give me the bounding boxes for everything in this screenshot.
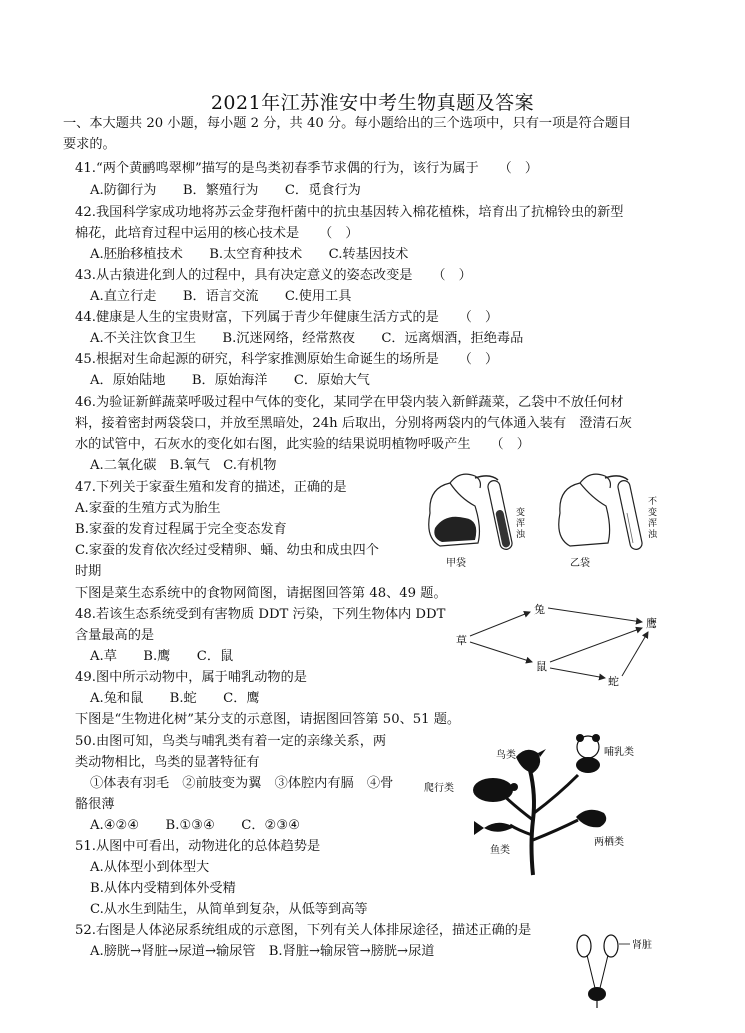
evolution-tree-figure xyxy=(418,725,648,880)
q46-stem-line3: 水的试管中，石灰水的变化如右图，此实验的结果说明植物呼吸产生 （ ） xyxy=(75,437,530,452)
label-mammals: 哺乳类 xyxy=(604,747,634,758)
arrow-rabbit-eagle xyxy=(548,608,642,622)
label-bag-yi: 乙袋 xyxy=(570,558,590,569)
q48-options: A.草 B.鹰 C．鼠 xyxy=(90,649,234,664)
q46-stem-line1: 46.为验证新鲜蔬菜呼吸过程中气体的变化，某同学在甲袋内装入新鲜蔬菜，乙袋中不放任何材 xyxy=(75,395,624,410)
q44-options: A.不关注饮食卫生 B.沉迷网络，经常熬夜 C．远离烟酒，拒绝毒品 xyxy=(90,331,524,346)
label-not-turbid-2: 变 xyxy=(648,508,658,518)
arrow-mouse-snake xyxy=(550,668,605,678)
section-instruction-line2: 要求的。 xyxy=(63,137,116,152)
label-kidney: 肾脏 xyxy=(632,940,652,951)
section-instruction-line1: 一、本大题共 20 小题，每小题 2 分，共 40 分。每小题给出的三个选项中，只有一项是符合题目 xyxy=(63,116,632,131)
left-kidney-icon xyxy=(577,935,591,957)
q51-option-a: A.从体型小到体型大 xyxy=(90,860,210,875)
label-amphibians: 两栖类 xyxy=(594,837,624,848)
arrow-mouse-eagle xyxy=(550,628,642,662)
label-turbid-2: 浑 xyxy=(516,519,526,529)
q46-options: A.二氧化碳 B.氧气 C.有机物 xyxy=(90,458,277,473)
q47-stem: 47.下列关于家蚕生殖和发育的描述，正确的是 xyxy=(75,480,347,495)
bag-yi-icon xyxy=(559,483,610,546)
q42-stem-line1: 42.我国科学家成功地将苏云金芽孢杆菌中的抗虫基因转入棉花植株，培育出了抗棉铃虫的新型 xyxy=(75,205,624,220)
page-title: 2021年江苏淮安中考生物真题及答案 xyxy=(210,92,535,114)
right-ureter xyxy=(600,955,608,988)
q47-option-a: A.家蚕的生殖方式为胎生 xyxy=(75,501,221,516)
q49-stem: 49.图中所示动物中，属于哺乳动物的是 xyxy=(75,670,307,685)
tree-trunk xyxy=(530,770,534,875)
q50-options: A.④②④ B.①③④ C．②③④ xyxy=(90,818,301,833)
node-mouse: 鼠 xyxy=(536,660,547,673)
label-bag-jia: 甲袋 xyxy=(446,558,466,569)
arrow-grass-mouse xyxy=(470,642,532,662)
q52-stem: 52.右图是人体泌尿系统组成的示意图，下列有关人体排尿途径，描述正确的是 xyxy=(75,923,532,938)
bag-experiment-figure xyxy=(420,458,680,576)
tree-branch xyxy=(534,775,578,813)
q51-stem: 51.从图中可看出，动物进化的总体趋势是 xyxy=(75,839,321,854)
arrow-grass-rabbit xyxy=(470,612,530,636)
turtle-icon xyxy=(473,778,513,802)
q41-stem: 41.“两个黄鹂鸣翠柳”描写的是鸟类初春季节求偶的行为，该行为属于 （ ） xyxy=(75,161,539,176)
bird-icon xyxy=(516,749,546,773)
q51-option-b: B.从体内受精到体外受精 xyxy=(90,881,236,896)
left-ureter xyxy=(587,955,595,988)
frog-icon xyxy=(576,810,606,827)
q46-stem-line2: 料，接着密封两袋袋口，并放至黑暗处，24h 后取出，分别将两袋内的气体通入装有 澄清石灰 xyxy=(75,416,632,431)
q44-stem: 44.健康是人生的宝贵财富，下列属于青少年健康生活方式的是 （ ） xyxy=(75,310,499,325)
label-fish: 鱼类 xyxy=(490,845,510,856)
node-rabbit: 兔 xyxy=(534,603,545,616)
q50-items-line1: ①体表有羽毛 ②前肢变为翼 ③体腔内有膈 ④骨 xyxy=(90,776,394,791)
q47-option-b: B.家蚕的发育过程属于完全变态发育 xyxy=(75,522,287,537)
hand-icon xyxy=(580,474,610,488)
intro-q48-49: 下图是菜生态系统中的食物网简图，请据图回答第 48、49 题。 xyxy=(75,586,447,601)
q49-options: A.兔和鼠 B.蛇 C．鹰 xyxy=(90,691,260,706)
q42-options: A.胚胎移植技术 B.太空育种技术 C.转基因技术 xyxy=(90,247,409,262)
q43-options: A.直立行走 B．语言交流 C.使用工具 xyxy=(90,289,352,304)
urinary-system-figure xyxy=(566,928,676,1008)
q48-stem-line2: 含量最高的是 xyxy=(75,628,155,643)
q50-items-line2: 骼很薄 xyxy=(75,797,115,812)
q48-stem-line1: 48.若该生态系统受到有害物质 DDT 污染，下列生物体内 DDT xyxy=(75,607,446,622)
label-turbid-3: 浊 xyxy=(516,530,526,540)
tree-branch xyxy=(510,825,532,835)
node-eagle: 鹰 xyxy=(646,617,657,630)
arrow-snake-eagle xyxy=(622,632,648,676)
tube-yi-icon xyxy=(617,480,643,551)
food-web-figure xyxy=(450,598,690,698)
hand-icon xyxy=(450,474,480,488)
q45-options: A．原始陆地 B．原始海洋 C．原始大气 xyxy=(90,373,370,388)
q51-option-c: C.从水生到陆生，从简单到复杂，从低等到高等 xyxy=(90,902,368,917)
q43-stem: 43.从古猿进化到人的过程中，具有决定意义的姿态改变是 （ ） xyxy=(75,268,472,283)
node-grass: 草 xyxy=(456,634,467,647)
bladder-icon xyxy=(588,987,606,1001)
q47-option-c-line2: 时期 xyxy=(75,564,102,579)
label-birds: 鸟类 xyxy=(496,750,516,761)
q52-options: A.膀胱→肾脏→尿道→输尿管 B.肾脏→输尿管→膀胱→尿道 xyxy=(90,944,435,959)
fish-icon xyxy=(474,821,514,835)
intro-q50-51: 下图是“生物进化树”某分支的示意图，请据图回答第 50、51 题。 xyxy=(75,712,461,727)
label-reptiles: 爬行类 xyxy=(424,783,454,794)
q50-stem-line2: 类动物相比，鸟类的显著特征有 xyxy=(75,755,260,770)
right-kidney-icon xyxy=(604,935,618,957)
q50-stem-line1: 50.由图可知，鸟类与哺乳类有着一定的亲缘关系，两 xyxy=(75,734,387,749)
label-not-turbid-4: 浊 xyxy=(648,530,658,540)
q45-stem: 45.根据对生命起源的研究，科学家推测原始生命诞生的场所是 （ ） xyxy=(75,352,499,367)
label-not-turbid-3: 浑 xyxy=(648,519,658,529)
label-not-turbid-1: 不 xyxy=(648,497,658,507)
q47-option-c-line1: C.家蚕的发育依次经过受精卵、蛹、幼虫和成虫四个 xyxy=(75,543,379,558)
tree-branch xyxy=(533,820,578,840)
label-turbid-1: 变 xyxy=(516,508,526,518)
q41-options: A.防御行为 B．繁殖行为 C．觅食行为 xyxy=(90,183,361,198)
q42-stem-line2: 棉花，此培育过程中运用的核心技术是 （ ） xyxy=(75,226,359,241)
node-snake: 蛇 xyxy=(608,675,619,688)
